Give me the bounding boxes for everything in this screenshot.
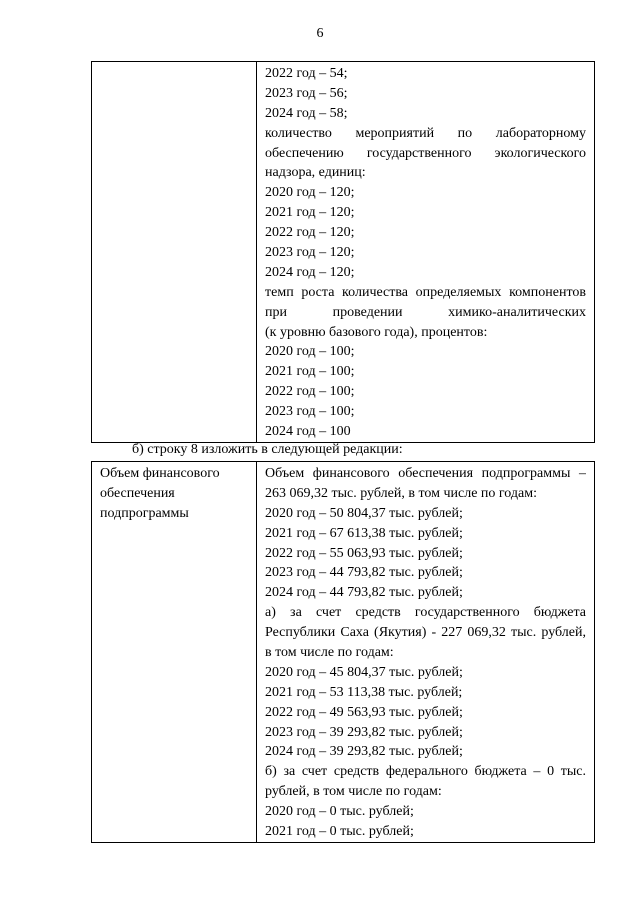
text-line: 2021 год – 120; xyxy=(265,205,355,221)
text-line: рублей, в том числе по годам: xyxy=(265,784,442,800)
text-line: Республики Саха (Якутия) - 227 069,32 тыс. рублей, xyxy=(265,625,586,641)
text-line: 2024 год – 39 293,82 тыс. рублей; xyxy=(265,744,463,760)
text-line: 2021 год – 53 113,38 тыс. рублей; xyxy=(265,684,463,700)
text-line: 2023 год – 44 793,82 тыс. рублей; xyxy=(265,565,463,581)
table-row xyxy=(92,462,595,843)
table-cell-label xyxy=(92,62,257,443)
text-line: 2022 год – 54; xyxy=(265,66,348,81)
indicator-lines xyxy=(265,64,586,442)
amendment-paragraph: б) строку 8 изложить в следующей редакции: xyxy=(132,442,403,457)
label-line: обеспечения xyxy=(100,485,175,501)
text-line: темп роста количества определяемых компонентов xyxy=(265,284,586,300)
text-line: 2020 год – 50 804,37 тыс. рублей; xyxy=(265,505,463,521)
text-line: 2020 год – 120; xyxy=(265,185,355,201)
label-line: подпрограммы xyxy=(100,505,189,521)
text-line: 2021 год – 0 тыс. рублей; xyxy=(265,824,414,840)
text-line: 2023 год – 56; xyxy=(265,85,348,101)
text-line: надзора, единиц: xyxy=(265,165,366,181)
text-line: 2022 год – 100; xyxy=(265,384,355,400)
financing-lines xyxy=(265,464,586,842)
text-line: 2024 год – 120; xyxy=(265,264,355,280)
table-row xyxy=(92,62,595,443)
text-line: 2020 год – 100; xyxy=(265,344,355,360)
indicators-table xyxy=(91,61,595,443)
text-line: а) за счет средств государственного бюджета xyxy=(265,605,586,621)
label-line: Объем финансового xyxy=(100,466,220,481)
text-line: 2024 год – 58; xyxy=(265,105,348,121)
text-line: 2024 год – 100 xyxy=(265,424,351,440)
page-number: 6 xyxy=(316,26,324,41)
text-line: (к уровню базового года), процентов: xyxy=(265,324,488,340)
text-line: в том числе по годам: xyxy=(265,645,394,661)
text-line: 263 069,32 тыс. рублей, в том числе по годам: xyxy=(265,485,537,501)
text-line: Объем финансового обеспечения подпрограммы – xyxy=(265,466,586,481)
text-line: 2020 год – 45 804,37 тыс. рублей; xyxy=(265,664,463,680)
text-line: количество мероприятий по лабораторному xyxy=(265,125,586,141)
text-line: 2021 год – 100; xyxy=(265,364,355,380)
text-line: 2021 год – 67 613,38 тыс. рублей; xyxy=(265,525,463,541)
text-line: 2023 год – 39 293,82 тыс. рублей; xyxy=(265,724,463,740)
text-line: 2023 год – 120; xyxy=(265,245,355,261)
text-line: 2022 год – 49 563,93 тыс. рублей; xyxy=(265,704,463,720)
financing-table xyxy=(91,461,595,843)
text-line: 2020 год – 0 тыс. рублей; xyxy=(265,804,414,820)
text-line: при проведении химико-аналитических xyxy=(265,304,586,320)
text-line: 2024 год – 44 793,82 тыс. рублей; xyxy=(265,585,463,601)
table-cell-content xyxy=(257,462,595,843)
text-line: обеспечению государственного экологического xyxy=(265,145,586,161)
text-line: б) за счет средств федерального бюджета – 0 тыс. xyxy=(265,764,586,780)
text-line: 2022 год – 120; xyxy=(265,225,355,241)
text-line: 2023 год – 100; xyxy=(265,404,355,420)
table-cell-content xyxy=(257,62,595,443)
table-cell-label xyxy=(92,462,257,843)
text-line: 2022 год – 55 063,93 тыс. рублей; xyxy=(265,545,463,561)
